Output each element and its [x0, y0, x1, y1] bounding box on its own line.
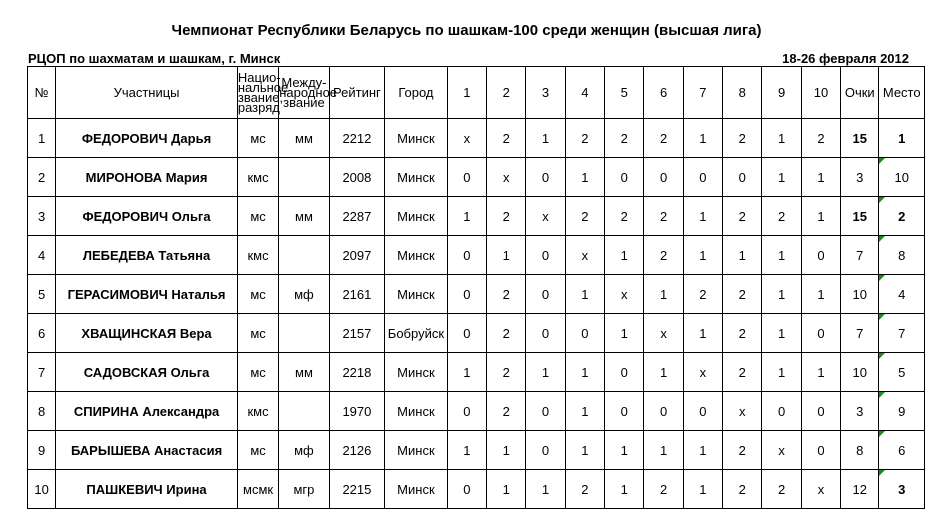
result-round-8: 2 [723, 353, 762, 392]
result-round-7: 1 [683, 236, 722, 275]
result-round-10: 1 [801, 197, 840, 236]
national-title: мсмк [237, 470, 278, 509]
result-round-8: x [723, 392, 762, 431]
result-round-6: 2 [644, 470, 683, 509]
national-title: мс [237, 119, 278, 158]
participant-name: БАРЫШЕВА Анастасия [56, 431, 238, 470]
national-title: мс [237, 314, 278, 353]
header-row [28, 67, 925, 119]
comment-marker-icon [879, 470, 885, 476]
rating-value: 2218 [329, 353, 384, 392]
points-value: 7 [841, 314, 879, 353]
intl-title: мф [279, 431, 329, 470]
result-round-6: 2 [644, 236, 683, 275]
row-number: 1 [28, 119, 56, 158]
result-round-1: x [447, 119, 486, 158]
points-value: 15 [841, 119, 879, 158]
result-round-9: 1 [762, 314, 801, 353]
comment-marker-icon [879, 275, 885, 281]
participant-name: ГЕРАСИМОВИЧ Наталья [56, 275, 238, 314]
table-row [28, 275, 925, 314]
participant-name: ХВАЩИНСКАЯ Вера [56, 314, 238, 353]
header-round-6: 6 [644, 67, 683, 119]
national-title: кмс [237, 236, 278, 275]
result-round-10: 0 [801, 392, 840, 431]
result-round-1: 1 [447, 197, 486, 236]
points-value: 12 [841, 470, 879, 509]
result-round-1: 0 [447, 314, 486, 353]
result-round-10: 0 [801, 236, 840, 275]
participant-name: САДОВСКАЯ Ольга [56, 353, 238, 392]
row-number: 2 [28, 158, 56, 197]
place-value: 4 [879, 275, 925, 314]
result-round-2: 2 [487, 353, 526, 392]
result-round-6: 2 [644, 197, 683, 236]
standings-body [28, 119, 925, 509]
comment-marker-icon [879, 353, 885, 359]
points-value: 10 [841, 275, 879, 314]
result-round-6: 0 [644, 158, 683, 197]
result-round-2: 2 [487, 197, 526, 236]
result-round-6: 0 [644, 392, 683, 431]
intl-title [279, 158, 329, 197]
result-round-10: 1 [801, 353, 840, 392]
result-round-10: 2 [801, 119, 840, 158]
intl-title: мм [279, 119, 329, 158]
intl-title: мф [279, 275, 329, 314]
table-row [28, 470, 925, 509]
header-national-title: Нацио-нальное звание, разряд [237, 67, 278, 119]
rating-value: 2212 [329, 119, 384, 158]
participant-name: ФЕДОРОВИЧ Ольга [56, 197, 238, 236]
result-round-8: 2 [723, 119, 762, 158]
result-round-4: 1 [565, 431, 604, 470]
national-title: мс [237, 197, 278, 236]
result-round-8: 1 [723, 236, 762, 275]
result-round-3: 1 [526, 470, 565, 509]
place-value: 6 [879, 431, 925, 470]
header-round-10: 10 [801, 67, 840, 119]
result-round-9: 2 [762, 197, 801, 236]
intl-title: мгр [279, 470, 329, 509]
result-round-9: x [762, 431, 801, 470]
points-value: 7 [841, 236, 879, 275]
result-round-2: 2 [487, 392, 526, 431]
points-value: 3 [841, 158, 879, 197]
header-rating: Рейтинг [329, 67, 384, 119]
row-number: 9 [28, 431, 56, 470]
result-round-4: 1 [565, 158, 604, 197]
organizer-label: РЦОП по шахматам и шашкам, г. Минск [28, 51, 281, 66]
result-round-3: 1 [526, 353, 565, 392]
result-round-2: 2 [487, 119, 526, 158]
comment-marker-icon [879, 197, 885, 203]
rating-value: 2097 [329, 236, 384, 275]
intl-title: мм [279, 353, 329, 392]
result-round-5: x [605, 275, 644, 314]
result-round-5: 1 [605, 314, 644, 353]
header-round-4: 4 [565, 67, 604, 119]
result-round-8: 2 [723, 275, 762, 314]
header-round-2: 2 [487, 67, 526, 119]
table-row [28, 431, 925, 470]
result-round-3: 0 [526, 158, 565, 197]
result-round-4: 1 [565, 392, 604, 431]
table-row [28, 392, 925, 431]
rating-value: 2215 [329, 470, 384, 509]
points-value: 15 [841, 197, 879, 236]
result-round-3: 1 [526, 119, 565, 158]
city-value: Минск [385, 158, 448, 197]
result-round-8: 2 [723, 470, 762, 509]
result-round-2: 2 [487, 314, 526, 353]
result-round-4: x [565, 236, 604, 275]
result-round-5: 0 [605, 392, 644, 431]
result-round-1: 0 [447, 275, 486, 314]
participant-name: ПАШКЕВИЧ Ирина [56, 470, 238, 509]
result-round-7: 0 [683, 158, 722, 197]
city-value: Минск [385, 236, 448, 275]
points-value: 8 [841, 431, 879, 470]
place-value: 5 [879, 353, 925, 392]
points-value: 10 [841, 353, 879, 392]
result-round-4: 0 [565, 314, 604, 353]
result-round-7: 1 [683, 197, 722, 236]
standings-table [27, 66, 925, 509]
header-points: Очки [841, 67, 879, 119]
result-round-1: 0 [447, 470, 486, 509]
place-value: 10 [879, 158, 925, 197]
header-num: № [28, 67, 56, 119]
row-number: 10 [28, 470, 56, 509]
result-round-8: 0 [723, 158, 762, 197]
place-value: 8 [879, 236, 925, 275]
result-round-2: 2 [487, 275, 526, 314]
result-round-7: 1 [683, 470, 722, 509]
result-round-2: 1 [487, 431, 526, 470]
result-round-1: 1 [447, 353, 486, 392]
result-round-1: 0 [447, 236, 486, 275]
comment-marker-icon [879, 158, 885, 164]
result-round-8: 2 [723, 197, 762, 236]
result-round-2: x [487, 158, 526, 197]
rating-value: 2161 [329, 275, 384, 314]
result-round-3: 0 [526, 392, 565, 431]
comment-marker-icon [879, 392, 885, 398]
row-number: 6 [28, 314, 56, 353]
header-round-3: 3 [526, 67, 565, 119]
table-row [28, 197, 925, 236]
participant-name: ЛЕБЕДЕВА Татьяна [56, 236, 238, 275]
result-round-5: 0 [605, 353, 644, 392]
comment-marker-icon [879, 314, 885, 320]
place-value: 9 [879, 392, 925, 431]
result-round-3: 0 [526, 314, 565, 353]
rating-value: 2287 [329, 197, 384, 236]
result-round-5: 0 [605, 158, 644, 197]
city-value: Минск [385, 275, 448, 314]
result-round-6: 2 [644, 119, 683, 158]
result-round-7: 0 [683, 392, 722, 431]
result-round-9: 1 [762, 158, 801, 197]
header-place: Место [879, 67, 925, 119]
result-round-5: 1 [605, 431, 644, 470]
national-title: кмс [237, 158, 278, 197]
comment-marker-icon [879, 236, 885, 242]
result-round-7: 1 [683, 119, 722, 158]
result-round-10: 1 [801, 275, 840, 314]
result-round-4: 1 [565, 353, 604, 392]
result-round-2: 1 [487, 470, 526, 509]
national-title: мс [237, 275, 278, 314]
result-round-9: 2 [762, 470, 801, 509]
rating-value: 2157 [329, 314, 384, 353]
comment-marker-icon [879, 431, 885, 437]
table-row [28, 119, 925, 158]
city-value: Минск [385, 119, 448, 158]
city-value: Минск [385, 197, 448, 236]
result-round-9: 1 [762, 275, 801, 314]
place-value: 7 [879, 314, 925, 353]
result-round-9: 1 [762, 353, 801, 392]
national-title: мс [237, 431, 278, 470]
row-number: 7 [28, 353, 56, 392]
participant-name: СПИРИНА Александра [56, 392, 238, 431]
result-round-1: 0 [447, 392, 486, 431]
result-round-3: 0 [526, 236, 565, 275]
row-number: 4 [28, 236, 56, 275]
result-round-3: x [526, 197, 565, 236]
result-round-3: 0 [526, 275, 565, 314]
result-round-4: 2 [565, 119, 604, 158]
result-round-5: 2 [605, 197, 644, 236]
table-row [28, 353, 925, 392]
result-round-7: 1 [683, 314, 722, 353]
intl-title [279, 392, 329, 431]
city-value: Минск [385, 431, 448, 470]
result-round-7: 1 [683, 431, 722, 470]
intl-title: мм [279, 197, 329, 236]
row-number: 3 [28, 197, 56, 236]
result-round-9: 0 [762, 392, 801, 431]
result-round-8: 2 [723, 314, 762, 353]
result-round-10: 0 [801, 314, 840, 353]
header-round-8: 8 [723, 67, 762, 119]
header-city: Город [385, 67, 448, 119]
result-round-6: 1 [644, 353, 683, 392]
place-value: 1 [879, 119, 925, 158]
result-round-5: 1 [605, 470, 644, 509]
result-round-1: 0 [447, 158, 486, 197]
rating-value: 2126 [329, 431, 384, 470]
row-number: 8 [28, 392, 56, 431]
table-row [28, 314, 925, 353]
participant-name: МИРОНОВА Мария [56, 158, 238, 197]
header-round-7: 7 [683, 67, 722, 119]
result-round-4: 2 [565, 470, 604, 509]
page-title: Чемпионат Республики Беларусь по шашкам-100 среди женщин (высшая лига) [171, 22, 762, 39]
result-round-5: 1 [605, 236, 644, 275]
place-value: 2 [879, 197, 925, 236]
result-round-7: x [683, 353, 722, 392]
city-value: Минск [385, 470, 448, 509]
intl-title [279, 236, 329, 275]
row-number: 5 [28, 275, 56, 314]
result-round-10: 1 [801, 158, 840, 197]
participant-name: ФЕДОРОВИЧ Дарья [56, 119, 238, 158]
intl-title [279, 314, 329, 353]
result-round-4: 1 [565, 275, 604, 314]
result-round-3: 0 [526, 431, 565, 470]
result-round-10: x [801, 470, 840, 509]
result-round-7: 2 [683, 275, 722, 314]
result-round-5: 2 [605, 119, 644, 158]
table-row [28, 158, 925, 197]
dates-label: 18-26 февраля 2012 [782, 51, 909, 66]
result-round-8: 2 [723, 431, 762, 470]
rating-value: 2008 [329, 158, 384, 197]
result-round-6: 1 [644, 431, 683, 470]
result-round-9: 1 [762, 236, 801, 275]
result-round-2: 1 [487, 236, 526, 275]
header-intl-title: Между-народное звание [279, 67, 329, 119]
rating-value: 1970 [329, 392, 384, 431]
result-round-1: 1 [447, 431, 486, 470]
national-title: кмс [237, 392, 278, 431]
points-value: 3 [841, 392, 879, 431]
city-value: Бобруйск [385, 314, 448, 353]
result-round-10: 0 [801, 431, 840, 470]
header-round-9: 9 [762, 67, 801, 119]
national-title: мс [237, 353, 278, 392]
table-row [28, 236, 925, 275]
header-participants: Участницы [56, 67, 238, 119]
result-round-6: 1 [644, 275, 683, 314]
place-value: 3 [879, 470, 925, 509]
header-round-1: 1 [447, 67, 486, 119]
result-round-6: x [644, 314, 683, 353]
result-round-9: 1 [762, 119, 801, 158]
result-round-4: 2 [565, 197, 604, 236]
city-value: Минск [385, 392, 448, 431]
city-value: Минск [385, 353, 448, 392]
header-round-5: 5 [605, 67, 644, 119]
